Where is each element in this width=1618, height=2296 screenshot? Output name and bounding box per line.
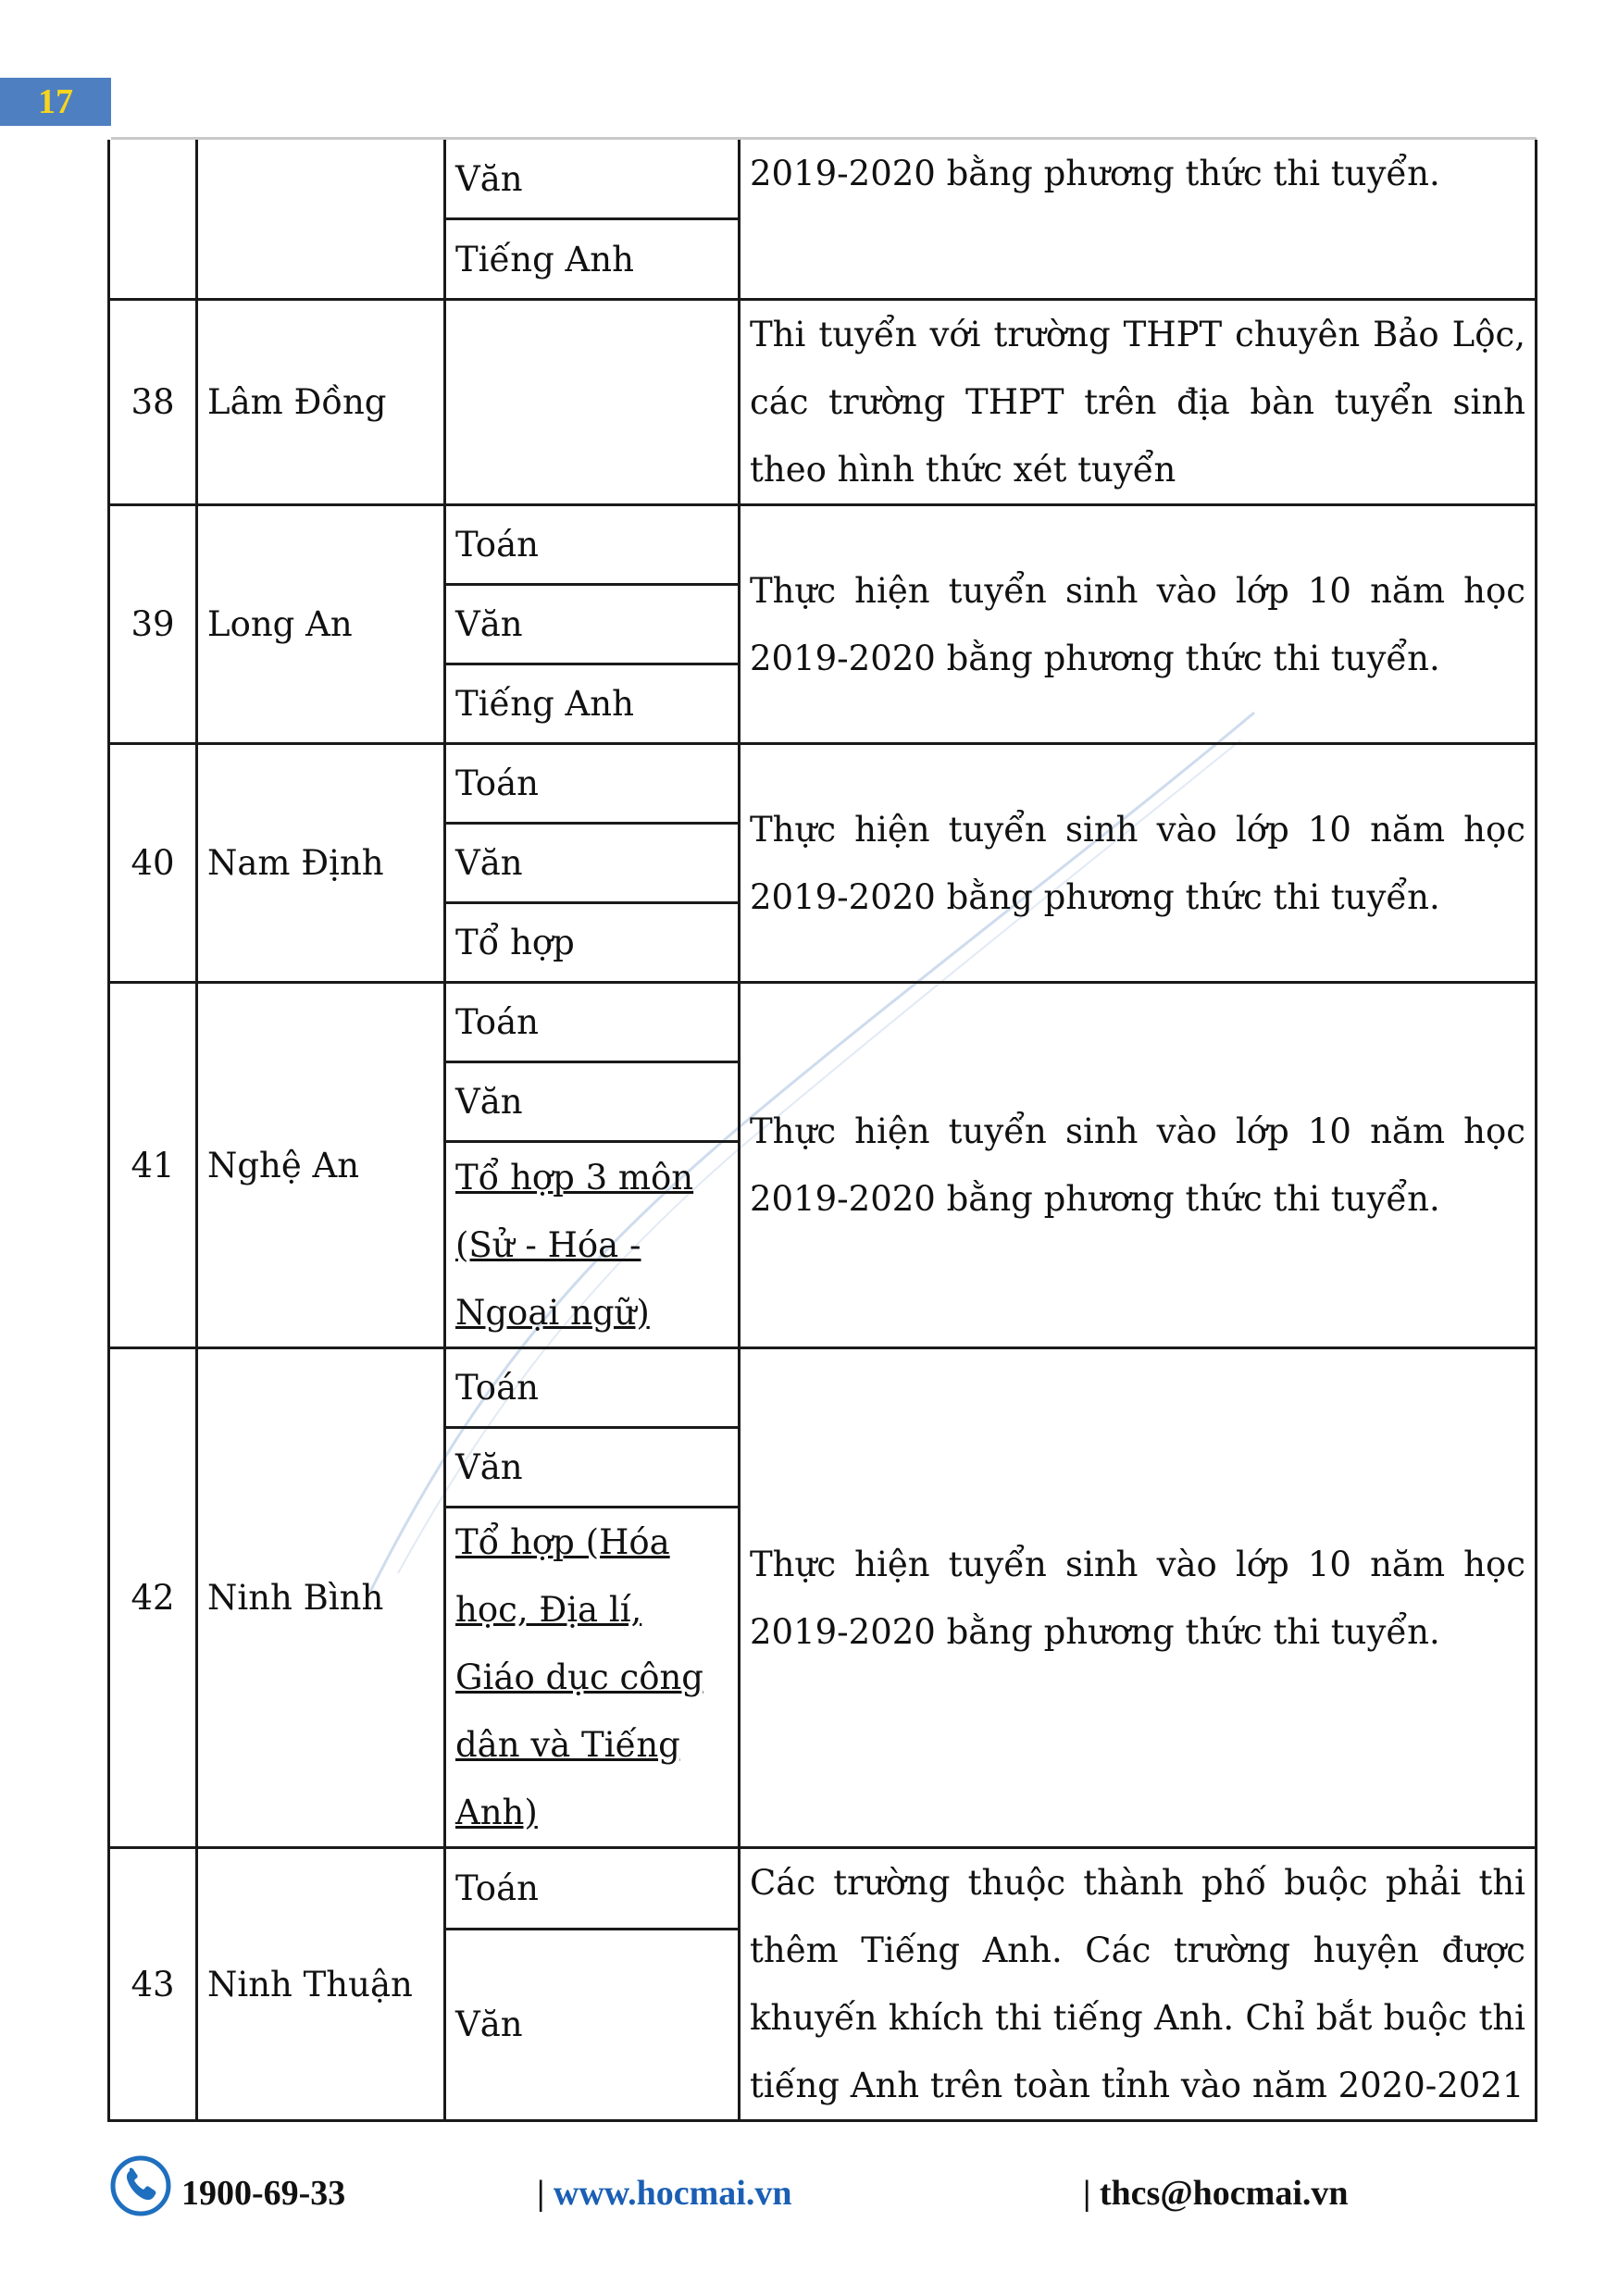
- note-cell: Thực hiện tuyển sinh vào lớp 10 năm học 2019-2020 bằng phương thức thi tuyển.: [740, 1348, 1537, 1848]
- note-cell: Các trường thuộc thành phố buộc phải thi thêm Tiếng Anh. Các trường huyện được khuyến khích thi tiếng Anh. Chỉ bắt buộc thi tiếng Anh trên toàn tỉnh vào năm 2020-2021: [740, 1848, 1537, 2121]
- subject-cell: [445, 300, 740, 505]
- subject-cell: Tiếng Anh: [445, 219, 740, 300]
- table-row: [109, 983, 1537, 1062]
- row-number: 42: [109, 1348, 197, 1848]
- province-cell: Long An: [197, 505, 445, 744]
- website-link[interactable]: www.hocmai.vn: [553, 2174, 792, 2213]
- province-cell: Nam Định: [197, 744, 445, 983]
- footer-separator: |: [537, 2174, 554, 2213]
- row-number: 43: [109, 1848, 197, 2121]
- row-number: [109, 140, 197, 300]
- table-row: [109, 300, 1537, 505]
- table-row: [109, 505, 1537, 585]
- province-cell: Lâm Đồng: [197, 300, 445, 505]
- footer-email: [1083, 2173, 1349, 2214]
- table-row: [109, 744, 1537, 824]
- subject-cell: Văn: [445, 1428, 740, 1508]
- row-number: 41: [109, 983, 197, 1348]
- table-row: [109, 1348, 1537, 1428]
- note-cell: Thi tuyển với trường THPT chuyên Bảo Lộc, các trường THPT trên địa bàn tuyển sinh theo hình thức xét tuyển: [740, 300, 1537, 505]
- email-link[interactable]: thcs@hocmai.vn: [1099, 2174, 1349, 2213]
- footer-separator: |: [1083, 2174, 1100, 2213]
- subject-cell: Toán: [445, 505, 740, 585]
- subject-cell: Văn: [445, 1062, 740, 1142]
- subject-cell: Toán: [445, 983, 740, 1062]
- province-cell: Nghệ An: [197, 983, 445, 1348]
- subject-cell: Văn: [445, 824, 740, 903]
- subject-cell: Văn: [445, 140, 740, 219]
- note-cell: Thực hiện tuyển sinh vào lớp 10 năm học 2019-2020 bằng phương thức thi tuyển.: [740, 744, 1537, 983]
- subject-cell-combo: [445, 1142, 740, 1348]
- row-number: 39: [109, 505, 197, 744]
- province-cell: [197, 140, 445, 300]
- page-number-tab: [0, 78, 111, 126]
- subject-cell: Toán: [445, 1348, 740, 1428]
- subject-combo-text: Tổ hợp (Hóa học, Địa lí, Giáo dục công dân và Tiếng Anh): [455, 1522, 703, 1832]
- footer-website: [537, 2173, 791, 2214]
- footer-phone: 1900-69-33: [181, 2174, 346, 2213]
- subject-cell: Tiếng Anh: [445, 664, 740, 744]
- subject-cell: Toán: [445, 1848, 740, 1930]
- phone-icon: [109, 2154, 172, 2217]
- subject-combo-text: Tổ hợp 3 môn (Sử - Hóa - Ngoại ngữ): [455, 1157, 694, 1333]
- province-cell: Ninh Thuận: [197, 1848, 445, 2121]
- page-number: 17: [38, 82, 73, 121]
- subject-cell: Toán: [445, 744, 740, 824]
- subject-cell: Văn: [445, 585, 740, 664]
- note-cell: Thực hiện tuyển sinh vào lớp 10 năm học 2019-2020 bằng phương thức thi tuyển.: [740, 505, 1537, 744]
- admission-table: [107, 140, 1537, 2122]
- row-number: 40: [109, 744, 197, 983]
- subject-cell: Văn: [445, 1929, 740, 2120]
- note-cell: 2019-2020 bằng phương thức thi tuyển.: [740, 140, 1537, 300]
- page-footer: [0, 2154, 1618, 2219]
- province-cell: Ninh Bình: [197, 1348, 445, 1848]
- table-row: [109, 140, 1537, 219]
- subject-cell-combo: [445, 1508, 740, 1848]
- note-cell: Thực hiện tuyển sinh vào lớp 10 năm học 2019-2020 bằng phương thức thi tuyển.: [740, 983, 1537, 1348]
- table-row: [109, 1848, 1537, 1930]
- row-number: 38: [109, 300, 197, 505]
- subject-cell: Tổ hợp: [445, 903, 740, 983]
